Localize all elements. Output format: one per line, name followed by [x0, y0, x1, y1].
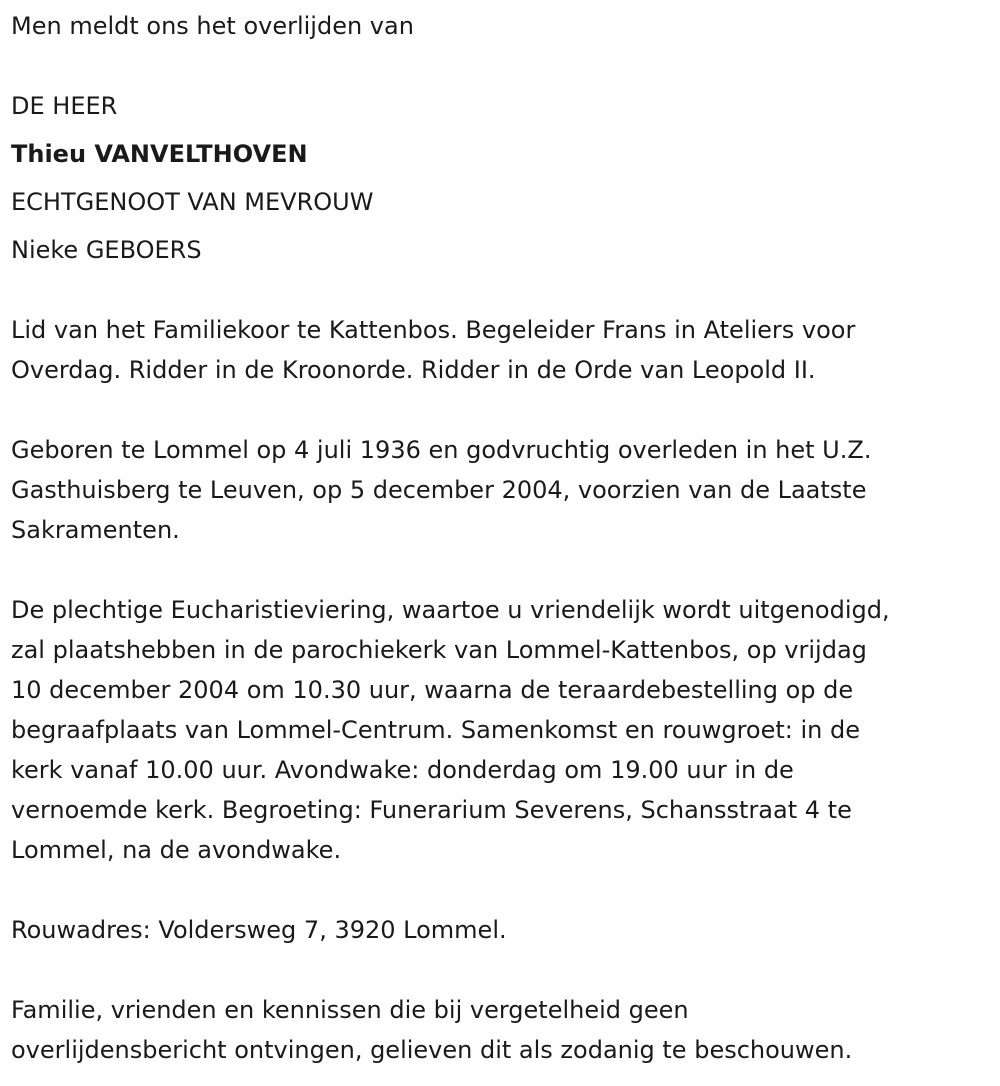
closing-paragraph — [11, 990, 996, 1070]
deceased-name: Thieu VANVELTHOVEN — [11, 140, 308, 168]
spouse-name: Nieke GEBOERS — [11, 236, 202, 264]
text-line: Lid van het Familiekoor te Kattenbos. Begeleider Frans in Ateliers voor — [11, 316, 856, 344]
birth-death-paragraph — [11, 430, 996, 550]
spouse-label: ECHTGENOOT VAN MEVROUW — [11, 188, 374, 216]
text-line: zal plaatshebben in de parochiekerk van Lommel-Kattenbos, op vrijdag — [11, 636, 867, 664]
text-line: Familie, vrienden en kennissen die bij vergetelheid geen — [11, 996, 689, 1024]
intro-text: Men meldt ons het overlijden van — [11, 12, 414, 40]
text-line: Gasthuisberg te Leuven, op 5 december 2004, voorzien van de Laatste — [11, 476, 867, 504]
text-line: Geboren te Lommel op 4 juli 1936 en godvruchtig overleden in het U.Z. — [11, 436, 872, 464]
text-line: vernoemde kerk. Begroeting: Funerarium Severens, Schansstraat 4 te — [11, 796, 852, 824]
ceremony-paragraph — [11, 590, 996, 870]
text-line: De plechtige Eucharistieviering, waartoe u vriendelijk wordt uitgenodigd, — [11, 596, 890, 624]
title-text: DE HEER — [11, 92, 118, 120]
text-line: kerk vanaf 10.00 uur. Avondwake: donderdag om 19.00 uur in de — [11, 756, 794, 784]
text-line: begraafplaats van Lommel-Centrum. Samenkomst en rouwgroet: in de — [11, 716, 860, 744]
text-line: Sakramenten. — [11, 516, 180, 544]
text-line: Lommel, na de avondwake. — [11, 836, 342, 864]
mourning-address: Rouwadres: Voldersweg 7, 3920 Lommel. — [11, 916, 507, 944]
text-line: 10 december 2004 om 10.30 uur, waarna de teraardebestelling op de — [11, 676, 854, 704]
text-line: Overdag. Ridder in de Kroonorde. Ridder in de Orde van Leopold II. — [11, 356, 816, 384]
membership-paragraph — [11, 310, 996, 390]
text-line: overlijdensbericht ontvingen, gelieven dit als zodanig te beschouwen. — [11, 1036, 853, 1064]
